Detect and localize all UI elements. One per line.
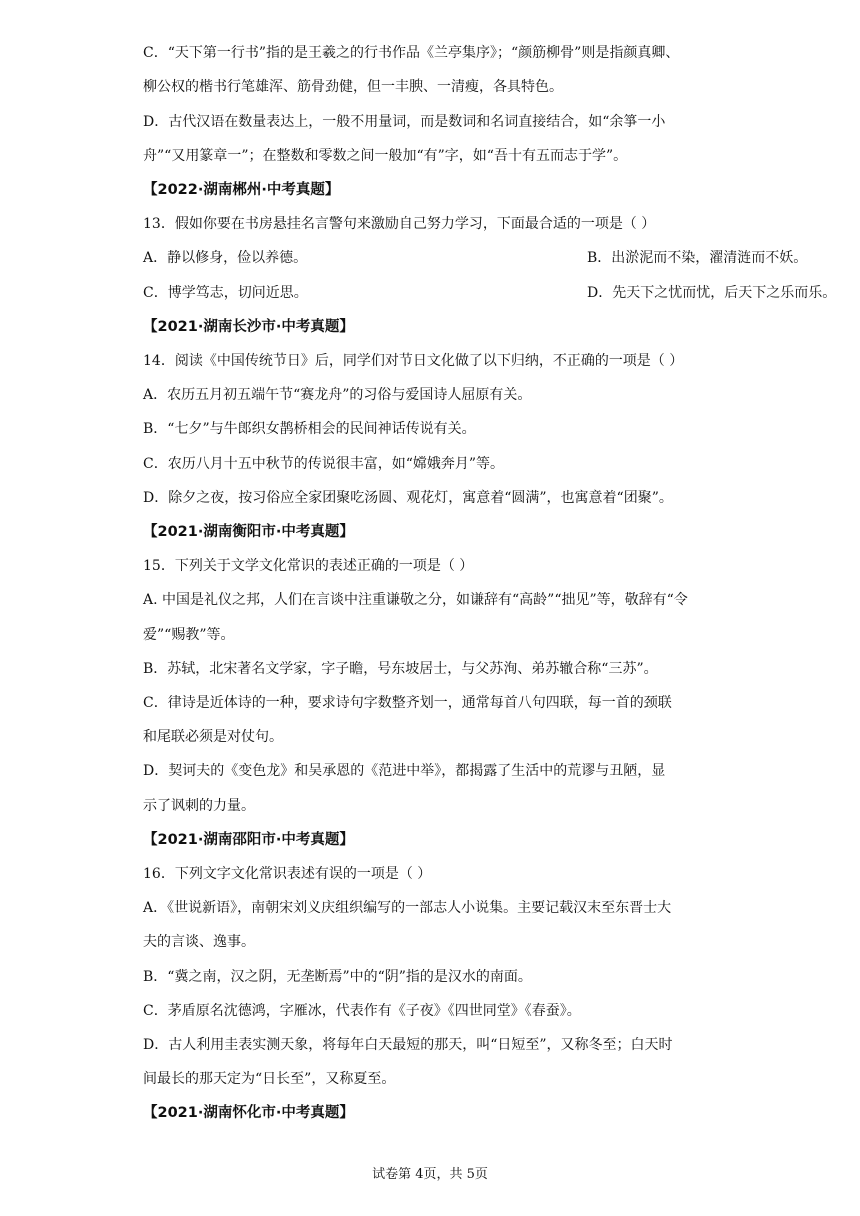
section-heading: 【2022·湖南郴州·中考真题】 [143,182,340,198]
q13-option-a: A．静以修身，俭以养德。 [143,250,308,266]
q15-option-b: B．苏轼，北宋著名文学家，字子瞻，号东坡居士，与父苏洵、弟苏辙合称“三苏”。 [143,661,658,677]
q13-option-c: C．博学笃志，切问近思。 [143,285,308,301]
q13-option-d: D．先天下之忧而忧，后天下之乐而乐。 [587,285,837,301]
section-heading: 【2021·湖南长沙市·中考真题】 [143,319,354,335]
question-15: 15．下列关于文学文化常识的表述正确的一项是（ ） [143,558,474,574]
option-c-line2: 柳公权的楷书行笔雄浑、筋骨劲健，但一丰腴、一清瘦，各具特色。 [143,79,563,95]
question-14: 14．阅读《中国传统节日》后，同学们对节日文化做了以下归纳，不正确的一项是（ ） [143,353,684,369]
q16-option-a-line2: 夫的言谈、逸事。 [143,934,255,950]
q15-option-a-line2: 爱”“赐教”等。 [143,627,235,643]
q16-option-d-line1: D．古人利用圭表实测天象，将每年白天最短的那天，叫“日短至”，又称冬至；白天时 [143,1037,673,1053]
option-c-line1: C．“天下第一行书”指的是王羲之的行书作品《兰亭集序》；“颜筋柳骨”则是指颜真卿、 [143,45,680,61]
q14-option-c: C．农历八月十五中秋节的传说很丰富，如“嫦娥奔月”等。 [143,456,505,472]
option-d-line1: D．古代汉语在数量表达上，一般不用量词，而是数词和名词直接结合，如“余箏一小 [143,114,666,130]
q13-options-row2 [143,283,837,303]
section-heading: 【2021·湖南邵阳市·中考真题】 [143,832,354,848]
q14-option-d: D．除夕之夜，按习俗应全家团聚吃汤圆、观花灯，寓意着“圆满”，也寓意着“团聚”。 [143,490,673,506]
option-d-line2: 舟”“又用篆章一”；在整数和零数之间一般加“有”字，如“吾十有五而志于学”。 [143,148,628,164]
q13-options-row1 [143,248,808,268]
q14-option-b: B．“七夕”与牛郎织女鹊桥相会的民间神话传说有关。 [143,421,476,437]
q15-option-c-line1: C．律诗是近体诗的一种，要求诗句字数整齐划一，通常每首八句四联，每一首的颈联 [143,695,672,711]
page-footer: 试卷第 4页，共 5页 [372,1167,488,1182]
q15-option-d-line1: D．契诃夫的《变色龙》和吴承恩的《范进中举》，都揭露了生活中的荒谬与丑陋，显 [143,763,666,779]
q15-option-d-line2: 示了讽刺的力量。 [143,798,255,814]
q15-option-a-line1: A. 中国是礼仪之邦，人们在言谈中注重谦敬之分，如谦辞有“高龄”“拙见”等，敬辞有“令 [143,592,688,608]
section-heading: 【2021·湖南怀化市·中考真题】 [143,1105,354,1121]
question-16: 16．下列文字文化常识表述有误的一项是（ ） [143,866,432,882]
section-heading: 【2021·湖南衡阳市·中考真题】 [143,524,354,540]
q16-option-a-line1: A．《世说新语》，南朝宋刘义庆组织编写的一部志人小说集。主要记载汉末至东晋士大 [143,900,672,916]
q14-option-a: A．农历五月初五端午节“赛龙舟”的习俗与爱国诗人屈原有关。 [143,387,532,403]
q15-option-c-line2: 和尾联必须是对仗句。 [143,729,283,745]
q16-option-c: C．茅盾原名沈德鸿，字雁冰，代表作有《子夜》《四世同堂》《春蚕》。 [143,1003,581,1019]
q16-option-b: B．“冀之南，汉之阴，无垄断焉”中的“阴”指的是汉水的南面。 [143,969,532,985]
q13-option-b: B．出淤泥而不染，濯清涟而不妖。 [587,250,808,266]
q16-option-d-line2: 间最长的那天定为“日长至”，又称夏至。 [143,1071,396,1087]
question-13: 13．假如你要在书房悬挂名言警句来激励自己努力学习，下面最合适的一项是（ ） [143,216,656,232]
